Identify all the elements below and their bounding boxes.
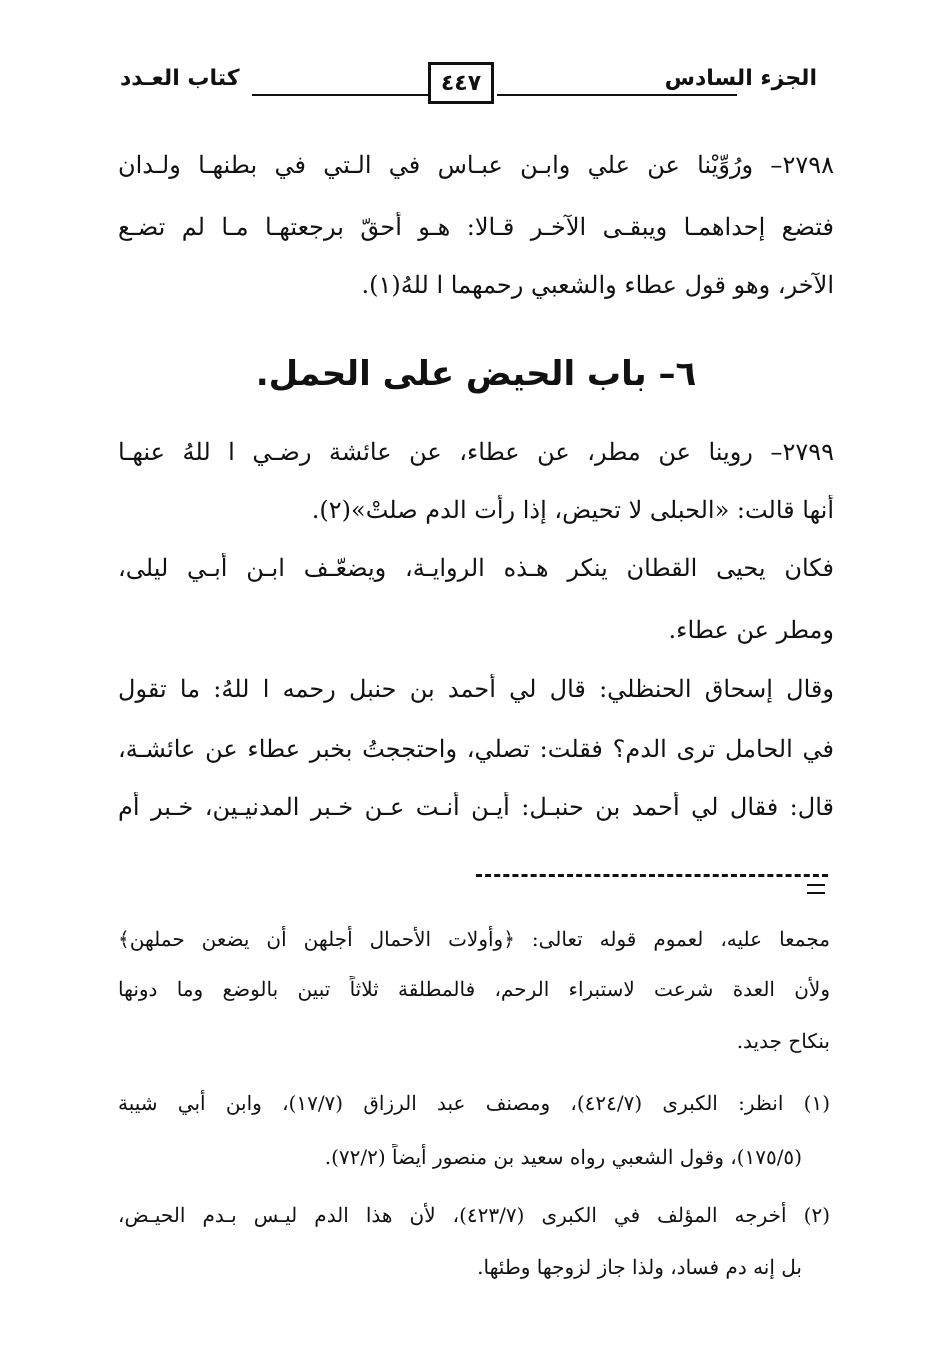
footnote-line: (١٧٥/٥)، وقول الشعبي رواه سعيد بن منصور أيضاً (٧٢/٢). <box>324 1145 802 1169</box>
paragraph-ishaq <box>118 674 834 830</box>
text-line: الآخر، وهو قول عطاء والشعبي رحمهما ا للهُ(١). <box>361 271 834 299</box>
footnote-separator <box>476 874 828 877</box>
footnote-line: مجمعا عليه، لعموم قوله تعالى: ﴿وأولات الأحمال أجلهن أن يضعن حملهن﴾ <box>118 927 830 951</box>
paragraph-2798 <box>118 150 834 308</box>
text-line: ٢٧٩٩– روينا عن مطر، عن عطاء، عن عائشة رضـي ا للهُ عنهـا <box>118 438 834 466</box>
text-line: في الحامل ترى الدم؟ فقلت: تصلي، واحتججتُ بخبر عطاء عن عائشـة، <box>118 735 834 763</box>
header-rule-left <box>252 94 430 96</box>
footnote-line: ولأن العدة شرعت لاستبراء الرحم، فالمطلقة ثلاثاً تبين بالوضع وما دونها <box>118 977 830 1001</box>
text-line: وقال إسحاق الحنظلي: قال لي أحمد بن حنبل رحمه ا للهُ: ما تقول <box>118 675 834 703</box>
footnote-line: بل إنه دم فساد، ولذا جاز لزوجها وطئها. <box>477 1255 802 1279</box>
paragraph-qattan <box>118 553 834 653</box>
page-number-box: ٤٤٧ <box>428 62 494 104</box>
header-rule-right <box>497 94 737 96</box>
section-heading: ٦– باب الحيض على الحمل. <box>255 354 697 394</box>
text-line: ٢٧٩٨– ورُوِّيْنا عن علي وابـن عبـاس في الـتي في بطنهـا ولـدان <box>118 151 834 179</box>
continuation-mark <box>807 884 825 894</box>
text-line: ومطر عن عطاء. <box>668 616 834 644</box>
footnote-1 <box>118 1090 830 1200</box>
text-line: فتضع إحداهمـا ويبقـى الآخـر قـالا: هـو أحقّ برجعتهـا مـا لم تضـع <box>118 213 834 241</box>
running-head-volume: الجزء السادس <box>664 66 817 91</box>
paragraph-2799 <box>118 437 834 533</box>
text-line: أنها قالت: «الحبلى لا تحيض، إذا رأت الدم صلتْ»(٢). <box>311 496 834 524</box>
text-line: قال: فقال لي أحمد بن حنبـل: أيـن أنـت عـن خـبر المدنيـين، خـبر أم <box>118 793 834 821</box>
footnote-line: (٢) أخرجه المؤلف في الكبرى (٤٢٣/٧)، لأن هذا الدم ليـس بـدم الحيـض، <box>118 1203 830 1227</box>
footnote-line: بنكاح جديد. <box>736 1029 830 1053</box>
running-head-book: كتاب العـدد <box>120 66 240 91</box>
footnote-2 <box>118 1202 830 1310</box>
text-line: فكان يحيى القطان ينكر هـذه الروايـة، ويضعّـف ابـن أبـي ليلى، <box>118 554 834 582</box>
footnote-line: (١) انظر: الكبرى (٤٢٤/٧)، ومصنف عبد الرزاق (١٧/٧)، وابن أبي شيبة <box>118 1091 830 1115</box>
footnote-continuation <box>118 926 830 1084</box>
